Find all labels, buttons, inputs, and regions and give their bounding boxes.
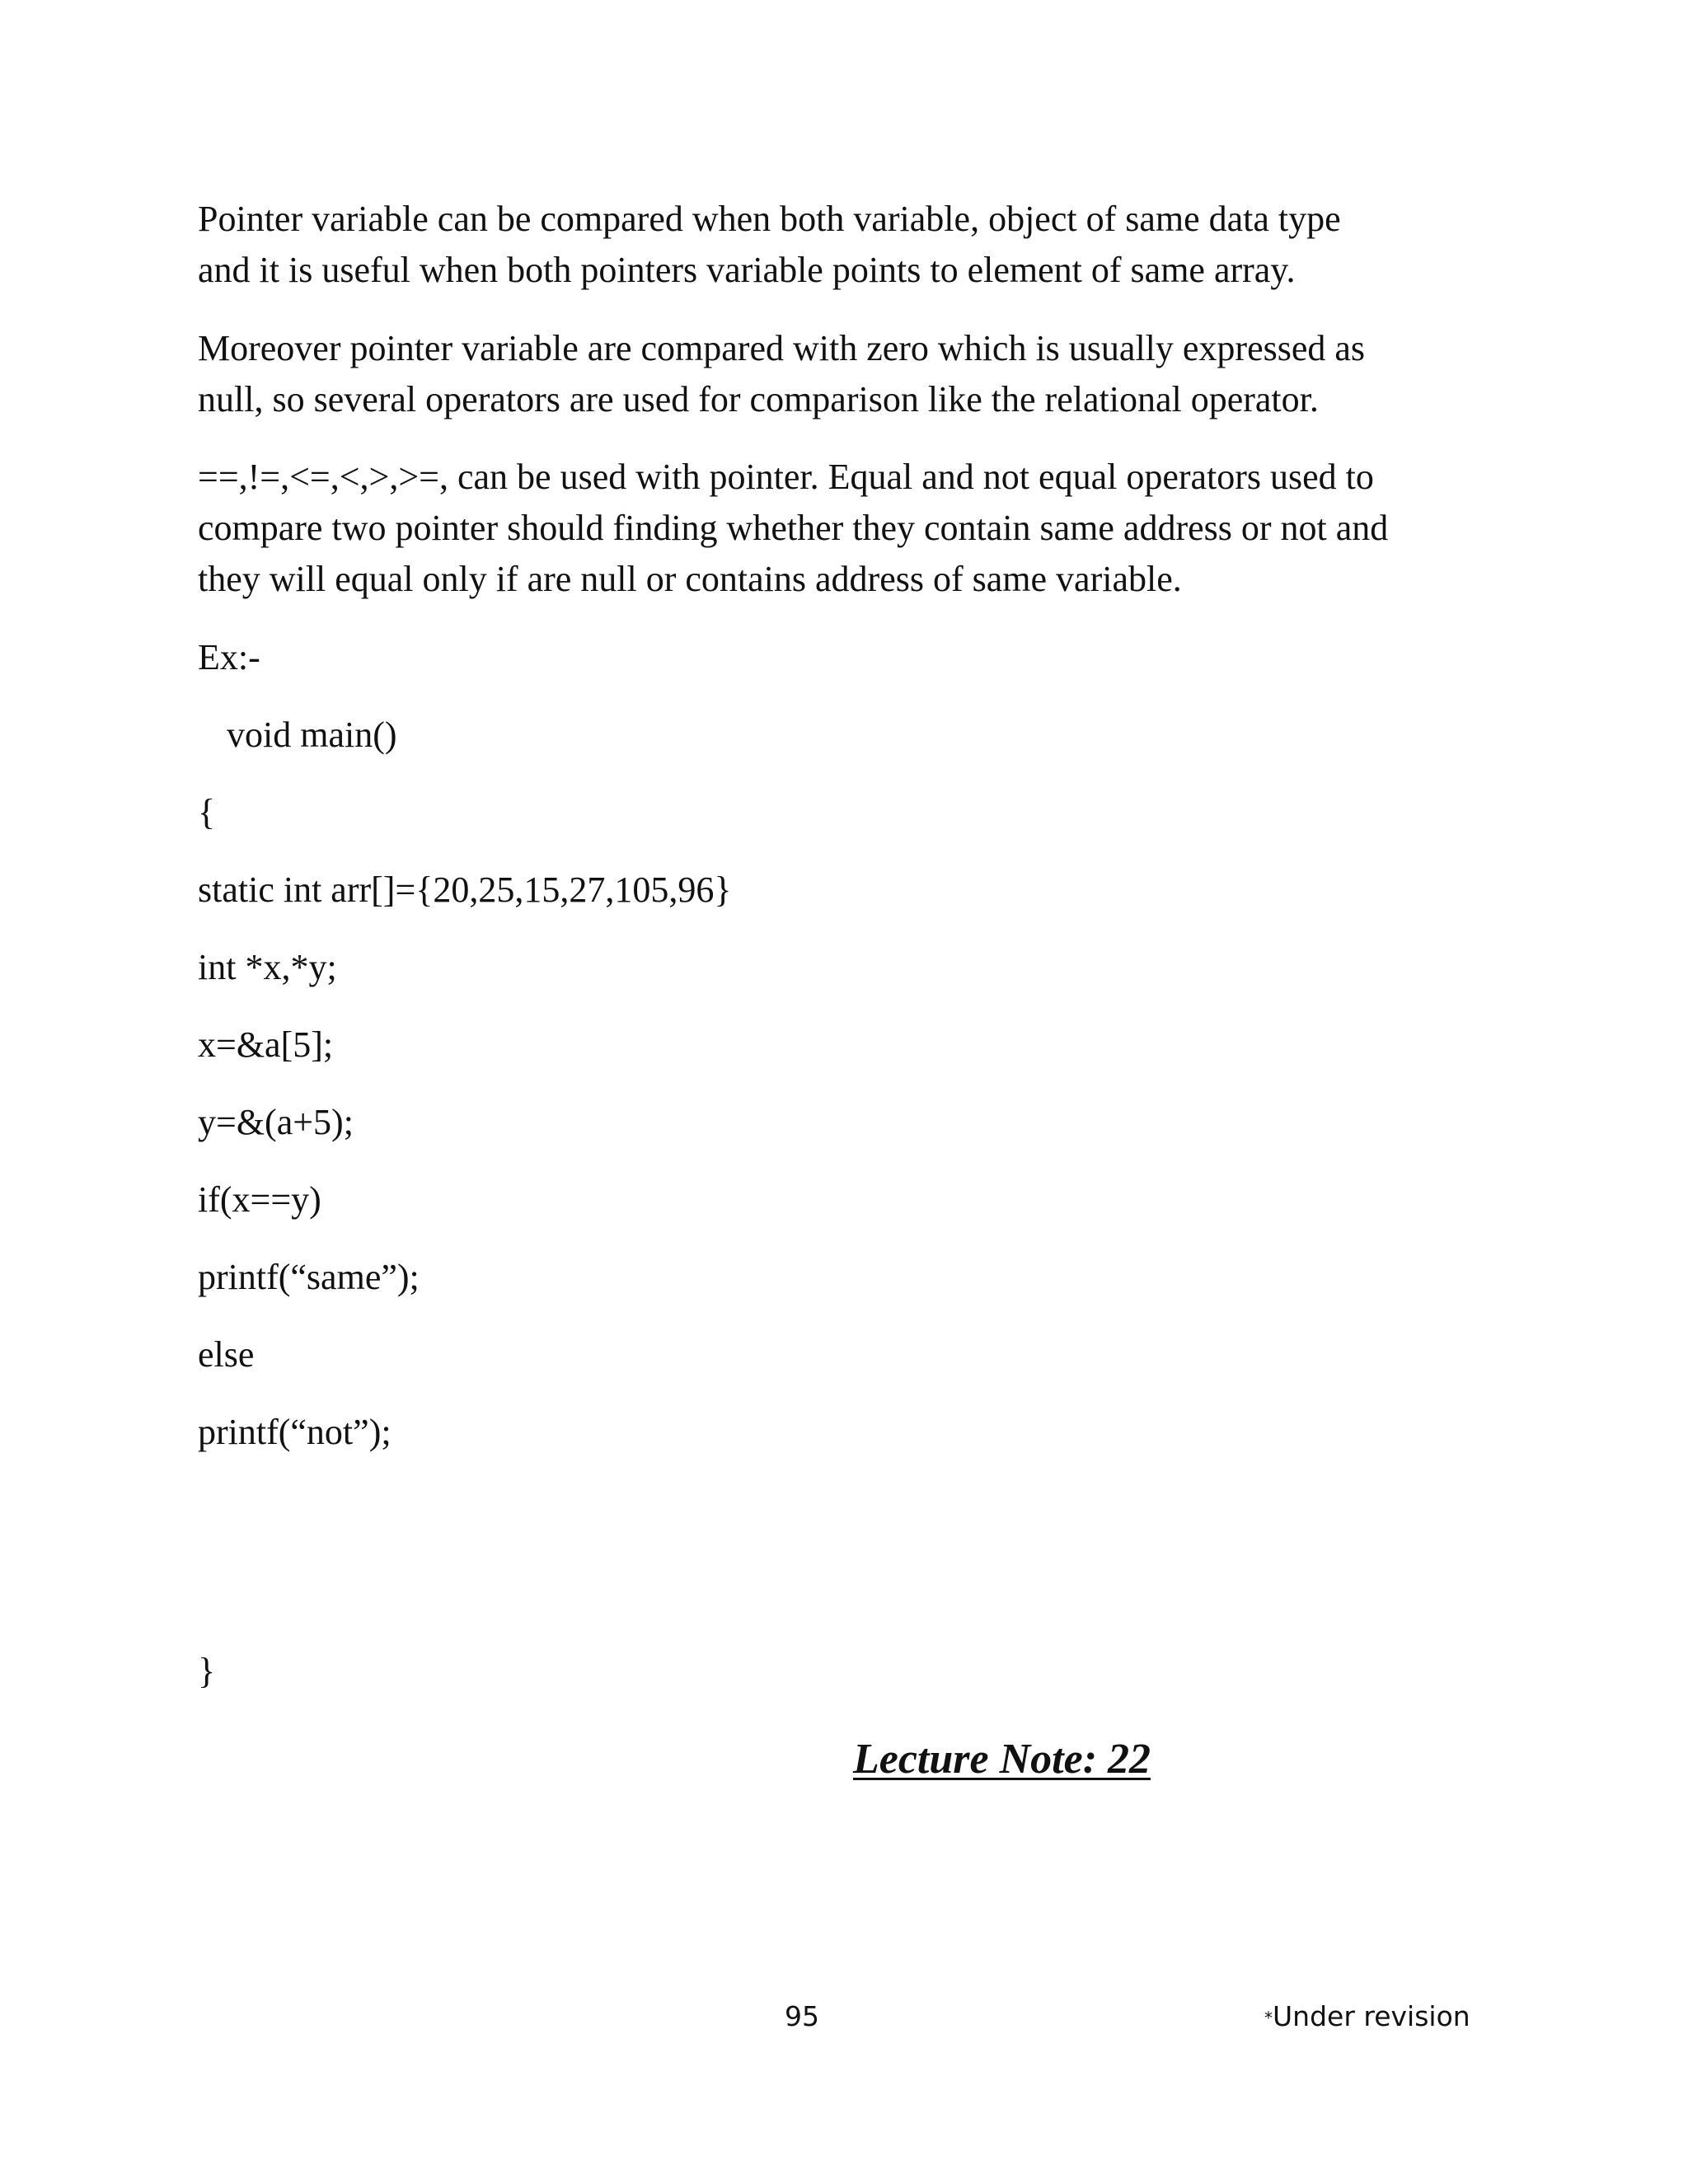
- revision-star: *: [1264, 2008, 1273, 2028]
- paragraph-line: they will equal only if are null or contains address of same variable.: [198, 559, 1182, 599]
- paragraph-operators: [198, 452, 1484, 605]
- lecture-note-heading: Lecture Note: 22: [853, 1736, 1151, 1783]
- paragraph-line: null, so several operators are used for comparison like the relational operator.: [198, 379, 1319, 419]
- code-line-array: static int arr[]={20,25,15,27,105,96}: [198, 869, 732, 910]
- paragraph-line: compare two pointer should finding whether they contain same address or not and: [198, 508, 1389, 548]
- code-line-assign-x: x=&a[5];: [198, 1024, 334, 1065]
- page-number: 95: [785, 2000, 819, 2032]
- example-label: Ex:-: [198, 637, 260, 677]
- code-line-declaration: int *x,*y;: [198, 947, 337, 987]
- paragraph-line: ==,!=,<=,<,>,>=, can be used with pointer. Equal and not equal operators used to: [198, 457, 1374, 497]
- code-line-else: else: [198, 1334, 255, 1375]
- paragraph-line: and it is useful when both pointers variable points to element of same array.: [198, 250, 1296, 290]
- code-close-brace: }: [198, 1651, 216, 1691]
- paragraph-null-comparison: [198, 323, 1484, 425]
- code-line-printf-same: printf(“same”);: [198, 1257, 420, 1297]
- code-line-printf-not: printf(“not”);: [198, 1412, 392, 1452]
- paragraph-line: Pointer variable can be compared when both variable, object of same data type: [198, 199, 1341, 239]
- code-line-if: if(x==y): [198, 1179, 321, 1220]
- paragraph-pointer-comparison: [198, 194, 1484, 296]
- code-line-assign-y: y=&(a+5);: [198, 1102, 354, 1142]
- revision-text: Under revision: [1273, 2000, 1470, 2032]
- paragraph-line: Moreover pointer variable are compared with zero which is usually expressed as: [198, 328, 1366, 368]
- code-open-brace: {: [198, 792, 216, 832]
- code-signature: void main(): [227, 715, 397, 755]
- revision-note: [1264, 1999, 1470, 2036]
